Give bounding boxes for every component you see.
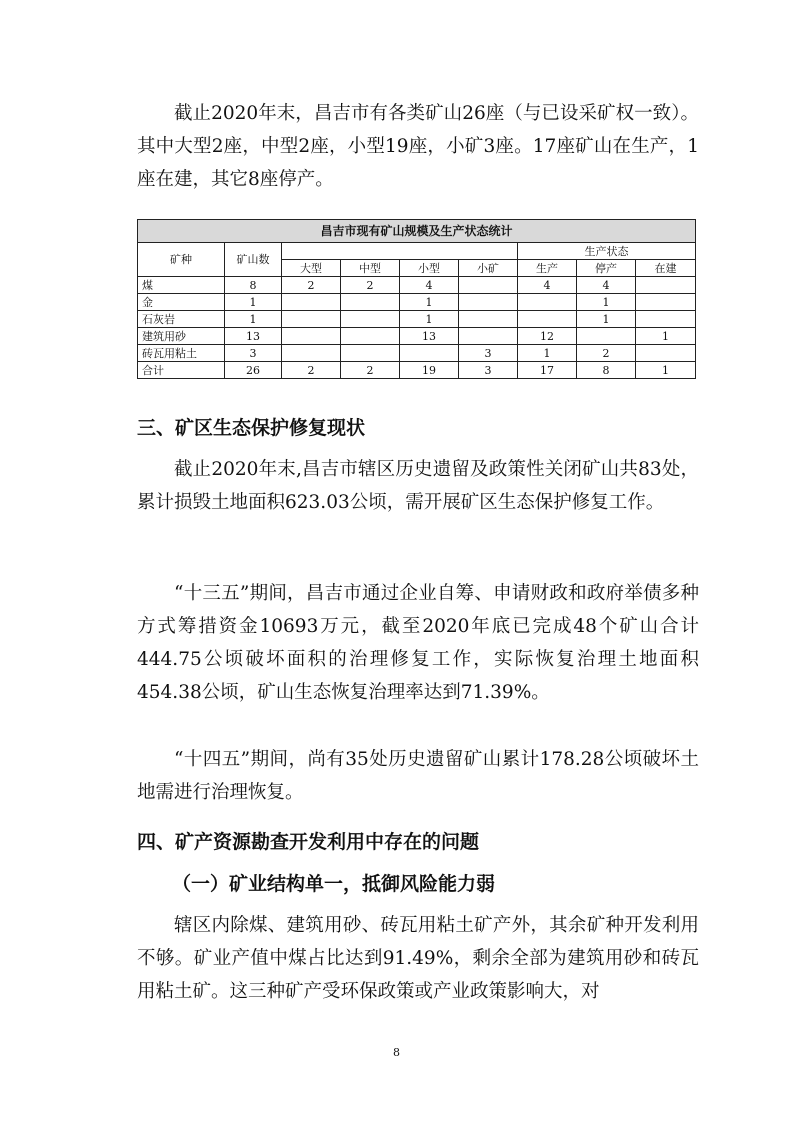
cell-building	[636, 345, 696, 362]
cell-building	[636, 294, 696, 311]
cell-medium	[341, 311, 400, 328]
cell-count: 26	[225, 362, 282, 379]
cell-name: 砖瓦用粘土	[138, 345, 225, 362]
cell-large: 2	[282, 277, 341, 294]
header-building: 在建	[636, 260, 696, 277]
cell-medium: 2	[341, 277, 400, 294]
cell-producing: 17	[518, 362, 577, 379]
mine-statistics-table	[137, 219, 696, 379]
cell-medium	[341, 294, 400, 311]
cell-name: 建筑用砂	[138, 328, 225, 345]
cell-name: 合计	[138, 362, 225, 379]
cell-small: 4	[400, 277, 459, 294]
section4-heading: 四、矿产资源勘查开发利用中存在的问题	[137, 831, 480, 853]
header-count: 矿山数	[225, 243, 282, 277]
header-small: 小型	[400, 260, 459, 277]
cell-mini	[459, 277, 518, 294]
cell-small: 19	[400, 362, 459, 379]
cell-name: 石灰岩	[138, 311, 225, 328]
section3-paragraph-2: “十三五”期间，昌吉市通过企业自筹、申请财政和政府举债多种方式筹措资金10693万元，截至2020年底已完成48个矿山合计444.75公顷破坏面积的治理修复工作，实际恢复治理土地面积454.38公顷，矿山生态恢复治理率达到71.39%。	[137, 583, 699, 703]
cell-stopped	[577, 328, 636, 345]
cell-medium	[341, 345, 400, 362]
cell-small: 13	[400, 328, 459, 345]
table-row	[138, 311, 696, 328]
table-row	[138, 277, 696, 294]
header-producing: 生产	[518, 260, 577, 277]
table-caption: 昌吉市现有矿山规模及生产状态统计	[138, 220, 696, 243]
cell-mini: 3	[459, 362, 518, 379]
table-total-row	[138, 362, 696, 379]
cell-producing	[518, 311, 577, 328]
cell-building: 1	[636, 362, 696, 379]
cell-stopped: 4	[577, 277, 636, 294]
cell-count: 1	[225, 294, 282, 311]
header-mini: 小矿	[459, 260, 518, 277]
page-number: 8	[393, 1046, 400, 1059]
section4-subheading: （一）矿业结构单一，抵御风险能力弱	[172, 873, 496, 895]
cell-producing: 4	[518, 277, 577, 294]
cell-small	[400, 345, 459, 362]
cell-count: 13	[225, 328, 282, 345]
cell-medium	[341, 328, 400, 345]
cell-small: 1	[400, 311, 459, 328]
cell-name: 金	[138, 294, 225, 311]
cell-mini	[459, 294, 518, 311]
cell-producing: 1	[518, 345, 577, 362]
cell-small: 1	[400, 294, 459, 311]
cell-producing: 12	[518, 328, 577, 345]
cell-building	[636, 277, 696, 294]
cell-stopped: 1	[577, 311, 636, 328]
header-stopped: 停产	[577, 260, 636, 277]
intro-paragraph: 截止2020年末，昌吉市有各类矿山26座（与已设采矿权一致）。其中大型2座，中型2座，小型19座，小矿3座。17座矿山在生产，1座在建，其它8座停产。	[137, 103, 699, 190]
cell-count: 1	[225, 311, 282, 328]
cell-producing	[518, 294, 577, 311]
cell-stopped: 1	[577, 294, 636, 311]
cell-large: 2	[282, 362, 341, 379]
cell-mini	[459, 328, 518, 345]
cell-mini: 3	[459, 345, 518, 362]
cell-count: 3	[225, 345, 282, 362]
cell-stopped: 8	[577, 362, 636, 379]
table-row	[138, 294, 696, 311]
cell-large	[282, 345, 341, 362]
header-scale-group	[282, 243, 518, 260]
cell-building	[636, 311, 696, 328]
cell-name: 煤	[138, 277, 225, 294]
cell-medium: 2	[341, 362, 400, 379]
cell-stopped: 2	[577, 345, 636, 362]
header-mineral: 矿种	[138, 243, 225, 277]
table-row	[138, 328, 696, 345]
table-row	[138, 345, 696, 362]
section3-paragraph-1: 截止2020年末,昌吉市辖区历史遗留及政策性关闭矿山共83处，累计损毁土地面积623.03公顷，需开展矿区生态保护修复工作。	[137, 459, 699, 513]
cell-count: 8	[225, 277, 282, 294]
cell-large	[282, 294, 341, 311]
header-large: 大型	[282, 260, 341, 277]
cell-building: 1	[636, 328, 696, 345]
section4-paragraph-1: 辖区内除煤、建筑用砂、砖瓦用粘土矿产外，其余矿种开发利用不够。矿业产值中煤占比达到91.49%，剩余全部为建筑用砂和砖瓦用粘土矿。这三种矿产受环保政策或产业政策影响大，对	[137, 915, 699, 1002]
cell-large	[282, 328, 341, 345]
header-medium: 中型	[341, 260, 400, 277]
header-production-status: 生产状态	[518, 243, 696, 260]
table-header-row	[138, 243, 696, 260]
cell-large	[282, 311, 341, 328]
table-caption-row	[138, 220, 696, 243]
section3-paragraph-3: “十四五”期间，尚有35处历史遗留矿山累计178.28公顷破坏土地需进行治理恢复。	[137, 749, 699, 803]
cell-mini	[459, 311, 518, 328]
section3-heading: 三、矿区生态保护修复现状	[137, 417, 366, 439]
